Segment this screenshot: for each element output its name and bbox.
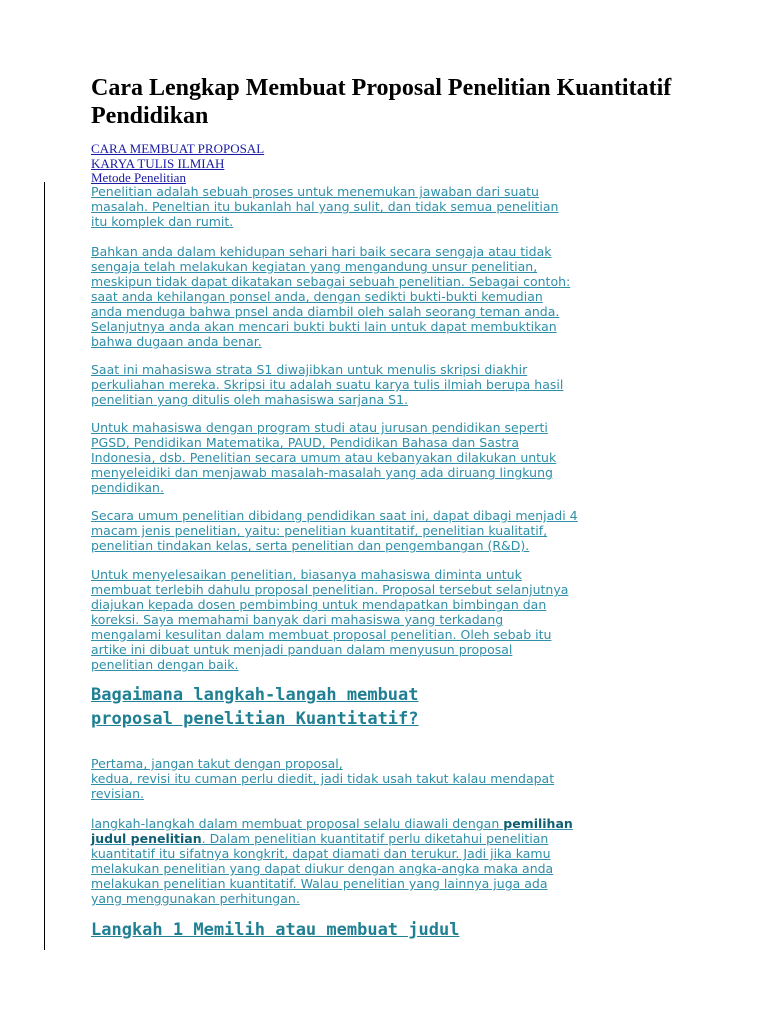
paragraph-line: Indonesia, dsb. Penelitian secara umum atau kebanyakan dilakukan untuk xyxy=(91,450,557,465)
paragraph-line: Selanjutnya anda akan mencari bukti bukti lain untuk dapat membuktikan xyxy=(91,319,557,334)
section-heading-langkah-1 xyxy=(91,918,731,942)
paragraph-line: macam jenis penelitian, yaitu: penelitian kuantitatif, penelitian kualitatif, xyxy=(91,523,548,538)
paragraph-line: penelitian dengan baik. xyxy=(91,657,239,672)
paragraph-line: perkuliahan mereka. Skripsi itu adalah suatu karya tulis ilmiah berupa hasil xyxy=(91,377,564,392)
heading-line: proposal penelitian Kuantitatif? xyxy=(91,709,419,729)
paragraph-line: yang menggunakan perhitungan. xyxy=(91,891,300,906)
paragraph-line: koreksi. Saya memahami banyak dari mahasiswa yang terkadang xyxy=(91,612,504,627)
paragraph-line: mengalami kesulitan dalam membuat proposal penelitian. Oleh sebab itu xyxy=(91,627,552,642)
paragraph-line xyxy=(91,816,691,831)
paragraph-3 xyxy=(91,362,691,407)
paragraph-line: pendidikan. xyxy=(91,480,164,495)
paragraph-line: kuantitatif itu sifatnya kongkrit, dapat diamati dan terukur. Jadi jika kamu xyxy=(91,846,551,861)
paragraph-line: bahwa dugaan anda benar. xyxy=(91,334,262,349)
paragraph-line: anda menduga bahwa pnsel anda diambil oleh salah seorang teman anda. xyxy=(91,304,560,319)
paragraph-line: masalah. Peneltian itu bukanlah hal yang sulit, dan tidak semua penelitian xyxy=(91,199,559,214)
category-link-metode-penelitian[interactable]: Metode Penelitian xyxy=(91,170,186,185)
section-heading-langkah xyxy=(91,683,731,731)
paragraph-line: Secara umum penelitian dibidang pendidikan saat ini, dapat dibagi menjadi 4 xyxy=(91,508,578,523)
emphasis-judul-penelitian: judul penelitian xyxy=(91,831,202,846)
paragraph-line: saat anda kehilangan ponsel anda, dengan sedikti bukti-bukti kemudian xyxy=(91,289,543,304)
left-margin-rule xyxy=(44,182,45,950)
paragraph-line: diajukan kepada dosen pembimbing untuk mendapatkan bimbingan dan xyxy=(91,597,547,612)
paragraph-line: itu komplek dan rumit. xyxy=(91,214,234,229)
paragraph-line: Saat ini mahasiswa strata S1 diwajibkan untuk menulis skripsi diakhir xyxy=(91,362,528,377)
heading-line: Langkah 1 Memilih atau membuat judul xyxy=(91,920,460,940)
paragraph-line: sengaja telah melakukan kegiatan yang mengandung unsur penelitian, xyxy=(91,259,538,274)
paragraph-5 xyxy=(91,508,691,553)
paragraph-line xyxy=(91,831,691,846)
paragraph-line: menyeleidiki dan menjawab masalah-masalah yang ada diruang lingkung xyxy=(91,465,553,480)
paragraph-line: Pertama, jangan takut dengan proposal, xyxy=(91,756,343,771)
heading-line: Bagaimana langkah-langah membuat xyxy=(91,685,419,705)
paragraph-line: penelitian tindakan kelas, serta penelitian dan pengembangan (R&D). xyxy=(91,538,530,553)
paragraph-judul-selection xyxy=(91,816,691,906)
document-title: Cara Lengkap Membuat Proposal Penelitian Kuantitatif Pendidikan xyxy=(91,75,672,129)
paragraph-1 xyxy=(91,184,691,229)
paragraph-line: PGSD, Pendidikan Matematika, PAUD, Pendidikan Bahasa dan Sastra xyxy=(91,435,520,450)
paragraph-line: Penelitian adalah sebuah proses untuk menemukan jawaban dari suatu xyxy=(91,184,539,199)
paragraph-line: Bahkan anda dalam kehidupan sehari hari baik secara sengaja atau tidak xyxy=(91,244,552,259)
paragraph-line: artike ini dibuat untuk menjadi panduan dalam menyusun proposal xyxy=(91,642,513,657)
line-text: . Dalam penelitian kuantitatif perlu diketahui penelitian xyxy=(201,831,549,846)
paragraph-line: revisian. xyxy=(91,786,144,801)
paragraph-line: melakukan penelitian kuantitatif. Walau penelitian yang lainnya juga ada xyxy=(91,876,548,891)
paragraph-line: melakukan penelitian yang dapat diukur dengan angka-angka maka anda xyxy=(91,861,554,876)
paragraph-2 xyxy=(91,244,691,349)
line-text: langkah-langkah dalam membuat proposal selalu diawali dengan xyxy=(91,816,504,831)
category-link-cara-membuat-proposal[interactable]: CARA MEMBUAT PROPOSAL xyxy=(91,141,265,156)
paragraph-4 xyxy=(91,420,691,495)
paragraph-line: kedua, revisi itu cuman perlu diedit, jadi tidak usah takut kalau mendapat xyxy=(91,771,555,786)
paragraph-line: Untuk menyelesaikan penelitian, biasanya mahasiswa diminta untuk xyxy=(91,567,522,582)
paragraph-line: Untuk mahasiswa dengan program studi atau jurusan pendidikan seperti xyxy=(91,420,548,435)
category-link-karya-tulis-ilmiah[interactable]: KARYA TULIS ILMIAH xyxy=(91,155,225,171)
paragraph-line: membuat terlebih dahulu proposal penelitian. Proposal tersebut selanjutnya xyxy=(91,582,569,597)
category-links xyxy=(91,142,691,186)
paragraph-line: meskipun tidak dapat dikatakan sebagai sebuah penelitian. Sebagai contoh: xyxy=(91,274,571,289)
emphasis-pemilihan: pemilihan xyxy=(503,816,573,831)
paragraph-line: penelitian yang ditulis oleh mahasiswa sarjana S1. xyxy=(91,392,409,407)
paragraph-steps xyxy=(91,756,691,801)
paragraph-6 xyxy=(91,567,691,672)
